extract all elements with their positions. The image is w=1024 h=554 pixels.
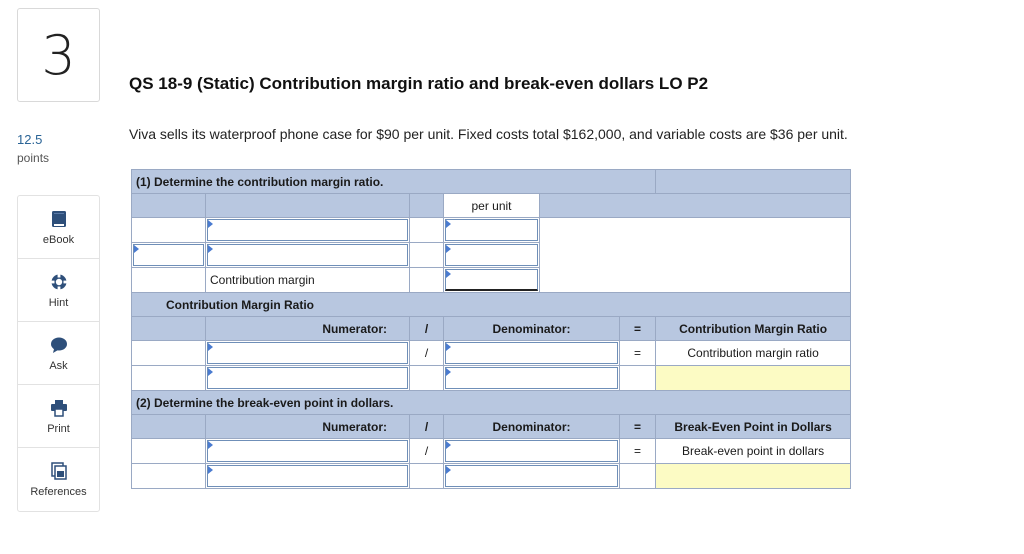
be-header-row (132, 415, 851, 439)
hint-button[interactable] (18, 259, 99, 322)
label-input-1[interactable] (208, 220, 407, 240)
cm-equals: = (620, 341, 656, 366)
be-denominator-value[interactable] (445, 465, 618, 487)
cm-numerator-value-input[interactable] (208, 368, 407, 388)
question-title: QS 18-9 (Static) Contribution margin ratio and break-even dollars LO P2 (129, 74, 709, 93)
references-label: References (30, 486, 87, 498)
be-numerator-value[interactable] (207, 465, 408, 487)
amount-field-2[interactable] (445, 244, 538, 266)
label-dropdown-1[interactable] (207, 219, 408, 241)
cm-denominator-input[interactable] (446, 343, 617, 363)
sign-input-2[interactable] (134, 245, 203, 265)
be-value-row (132, 464, 851, 489)
be-answer (656, 464, 851, 489)
part2-heading-row (132, 391, 851, 415)
points-label: points (17, 151, 50, 165)
cm-ratio-value-row (132, 366, 851, 391)
contribution-margin-input[interactable] (446, 270, 537, 289)
amount-input-2[interactable] (446, 245, 537, 265)
be-numerator-value-input[interactable] (208, 466, 407, 486)
cm-ratio-title: Contribution Margin Ratio (132, 293, 851, 317)
be-equals: = (620, 439, 656, 464)
be-result-header: Break-Even Point in Dollars (656, 415, 851, 439)
be-denominator-dropdown[interactable] (445, 440, 618, 462)
sign-dropdown-2[interactable] (133, 244, 204, 266)
be-slash-header: / (410, 415, 444, 439)
lifebuoy-icon (50, 272, 68, 292)
references-button[interactable] (18, 448, 99, 511)
cm-result-label: Contribution margin ratio (656, 341, 851, 366)
cm-ratio-label-row (132, 341, 851, 366)
part2-heading: (2) Determine the break-even point in dollars. (132, 391, 851, 415)
be-slash: / (410, 439, 444, 464)
cm-ratio-header-row (132, 317, 851, 341)
label-input-2[interactable] (208, 245, 407, 265)
part1-row-1 (132, 218, 851, 243)
amount-field-1[interactable] (445, 219, 538, 241)
book-icon (50, 209, 68, 229)
be-numerator-dropdown[interactable] (207, 440, 408, 462)
cm-ratio-title-row (132, 293, 851, 317)
be-denominator-header: Denominator: (444, 415, 620, 439)
cm-numerator-dropdown[interactable] (207, 342, 408, 364)
part1-subheader-row (132, 194, 851, 218)
part1-heading: (1) Determine the contribution margin ratio. (132, 170, 656, 194)
be-label-row (132, 439, 851, 464)
cm-result-header: Contribution Margin Ratio (656, 317, 851, 341)
cm-numerator-input[interactable] (208, 343, 407, 363)
worksheet-table (131, 169, 851, 489)
be-numerator-input[interactable] (208, 441, 407, 461)
cm-denominator-value-input[interactable] (446, 368, 617, 388)
part1-heading-row (132, 170, 851, 194)
be-equals-header: = (620, 415, 656, 439)
label-dropdown-2[interactable] (207, 244, 408, 266)
amount-input-1[interactable] (446, 220, 537, 240)
points-value: 12.5 (17, 132, 43, 147)
cm-numerator-value[interactable] (207, 367, 408, 389)
cm-denominator-value[interactable] (445, 367, 618, 389)
be-numerator-header: Numerator: (206, 415, 410, 439)
be-denominator-value-input[interactable] (446, 466, 617, 486)
ask-button[interactable] (18, 322, 99, 385)
documents-icon (50, 461, 68, 481)
tools-panel (17, 195, 100, 512)
question-number-box (17, 8, 100, 102)
be-denominator-input[interactable] (446, 441, 617, 461)
cm-slash: / (410, 341, 444, 366)
points-block (17, 132, 49, 165)
print-button[interactable] (18, 385, 99, 448)
question-number: 3 (41, 23, 76, 87)
cm-denominator-dropdown[interactable] (445, 342, 618, 364)
chat-bubble-icon (50, 335, 68, 355)
per-unit-header: per unit (444, 194, 540, 218)
ebook-label: eBook (42, 233, 75, 246)
hint-label: Hint (48, 296, 69, 309)
cm-denominator-header: Denominator: (444, 317, 620, 341)
cm-numerator-header: Numerator: (206, 317, 410, 341)
cm-ratio-answer (656, 366, 851, 391)
contribution-margin-amount[interactable] (445, 269, 538, 291)
ebook-button[interactable] (18, 196, 99, 259)
printer-icon (50, 398, 68, 418)
print-label: Print (47, 422, 70, 435)
contribution-margin-label: Contribution margin (206, 268, 410, 293)
cm-equals-header: = (620, 317, 656, 341)
ask-label: Ask (49, 359, 68, 372)
problem-text: Viva sells its waterproof phone case for $90 per unit. Fixed costs total $162,000, and variable costs are $36 per unit. (129, 126, 848, 142)
cm-slash-header: / (410, 317, 444, 341)
be-result-label: Break-even point in dollars (656, 439, 851, 464)
